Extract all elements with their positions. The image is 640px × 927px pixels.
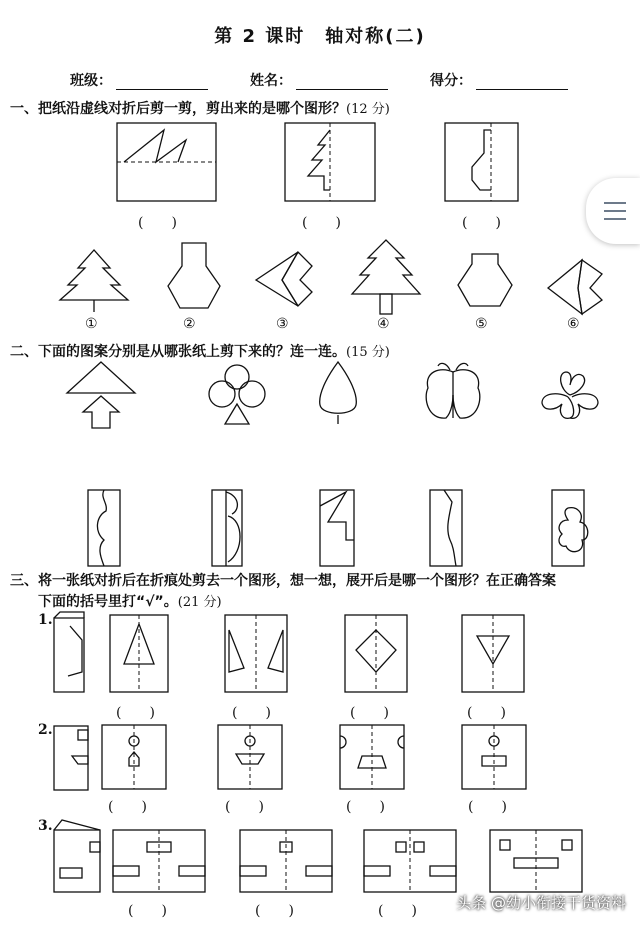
q3-1-option-d: [462, 615, 524, 692]
q3-text-line1: 三、将一张纸对折后在折痕处剪去一个图形，想一想，展开后是哪一个图形？在正确答案: [10, 573, 556, 589]
q3-3-option-c: [364, 830, 456, 892]
q3-2-option-b: [218, 725, 282, 789]
q3-3-answer-a[interactable]: ( ): [128, 903, 167, 919]
q3-2-answer-c[interactable]: ( ): [346, 799, 385, 815]
q1-text: 一、把纸沿虚线对折后剪一剪，剪出来的是哪个图形？: [10, 101, 346, 117]
q1-option-num-1: ①: [85, 316, 98, 332]
q1-paper-1: [117, 123, 216, 201]
q1-points: (12 分): [346, 102, 390, 117]
q2-shape-clover-tree: [209, 365, 265, 424]
q3-3-option-a: [113, 830, 205, 892]
q2-shape-leaf: [320, 362, 357, 424]
q1-option-5-vase: [458, 254, 512, 306]
q3-1-option-a: [110, 615, 168, 692]
q1-option-6-fish: [548, 260, 602, 314]
q3-3-option-b: [240, 830, 332, 892]
q1-option-num-6: ⑥: [567, 316, 580, 332]
q1-option-num-4: ④: [377, 316, 390, 332]
q1-answer-3[interactable]: ( ): [462, 215, 501, 231]
q2-paper-2: [212, 490, 242, 566]
q2-paper-5: [552, 490, 588, 566]
q3-3-answer-c[interactable]: ( ): [378, 903, 417, 919]
q3-2-option-a: [102, 725, 166, 789]
q1-option-2-vase: [168, 243, 220, 308]
q1-option-4-tree: [352, 240, 420, 314]
q1-paper-3: [445, 123, 518, 201]
q1-option-num-2: ②: [183, 316, 196, 332]
question-3: [10, 570, 556, 590]
q2-shape-arrow-tree: [67, 362, 135, 428]
q3-3-option-d: [490, 830, 582, 892]
q1-answer-1[interactable]: ( ): [138, 215, 177, 231]
q3-sub-label-3: 3.: [38, 818, 53, 834]
q3-3-answer-b[interactable]: ( ): [255, 903, 294, 919]
q3-1-answer-b[interactable]: ( ): [232, 705, 271, 721]
q3-1-folded-paper: [54, 612, 84, 692]
question-2: [10, 341, 390, 361]
q3-1-answer-d[interactable]: ( ): [467, 705, 506, 721]
q3-2-answer-d[interactable]: ( ): [468, 799, 507, 815]
q3-1-option-b: [225, 615, 287, 692]
page-title: 第 2 课时 轴对称(二): [214, 26, 426, 47]
menu-button[interactable]: [586, 178, 640, 244]
q3-points: (21 分): [177, 595, 222, 610]
q2-paper-1: [88, 490, 120, 566]
q2-points: (15 分): [346, 345, 390, 360]
q2-shape-clover: [542, 372, 598, 418]
q2-paper-3: [320, 490, 354, 566]
watermark: 头条 @幼小衔接干货资料: [456, 894, 626, 912]
q3-sub-label-2: 2.: [38, 722, 53, 738]
q3-sub-label-1: 1.: [38, 612, 53, 628]
q3-2-answer-b[interactable]: ( ): [225, 799, 264, 815]
q3-2-folded-paper: [54, 726, 88, 790]
q1-option-3-fish: [256, 252, 312, 306]
name-label: 姓名：: [250, 73, 292, 89]
q3-2-option-c: [340, 725, 404, 789]
q3-1-option-c: [345, 615, 407, 692]
q2-paper-4: [430, 490, 462, 566]
q2-shape-butterfly: [426, 363, 480, 418]
q1-option-1-tree: [60, 250, 128, 312]
q1-answer-2[interactable]: ( ): [302, 215, 341, 231]
q3-2-option-d: [462, 725, 526, 789]
q1-option-num-3: ③: [276, 316, 289, 332]
q3-1-answer-a[interactable]: ( ): [116, 705, 155, 721]
q3-2-answer-a[interactable]: ( ): [108, 799, 147, 815]
q3-1-answer-c[interactable]: ( ): [350, 705, 389, 721]
q2-text: 二、下面的图案分别是从哪张纸上剪下来的？连一连。: [10, 344, 346, 360]
q3-3-folded-paper: [54, 820, 100, 892]
question-3-line2: [38, 591, 222, 611]
q3-text-line2: 下面的括号里打“√”。: [38, 594, 178, 610]
score-label: 得分：: [430, 73, 472, 89]
class-label: 班级：: [70, 73, 112, 89]
q1-option-num-5: ⑤: [475, 316, 488, 332]
q1-paper-2: [285, 123, 375, 201]
